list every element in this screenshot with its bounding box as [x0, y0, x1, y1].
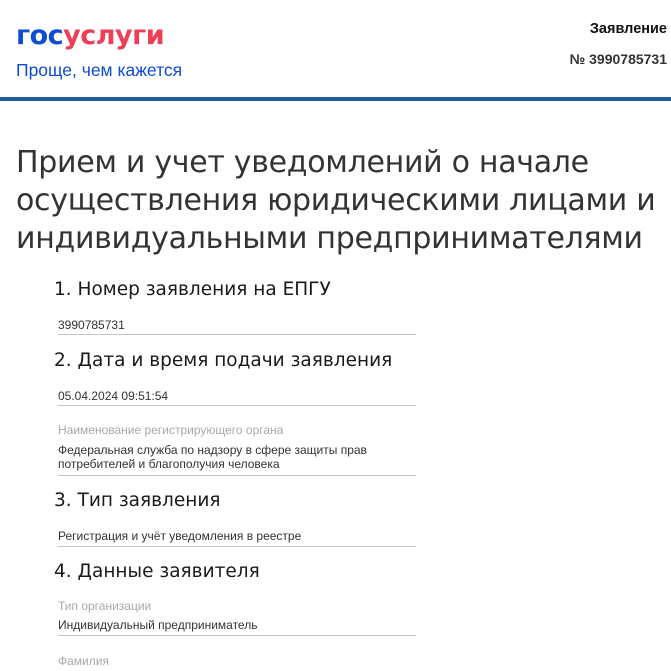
header	[0, 0, 671, 101]
gosuslugi-logo	[16, 19, 164, 53]
section-heading-submission-datetime: 2. Дата и время подачи заявления	[54, 350, 393, 371]
field-registering-authority	[58, 423, 416, 476]
page-title: Прием и учет уведомлений о начале осуществления юридическими лицами и индивидуальными предпринимателями	[16, 145, 656, 256]
field-organization-type	[58, 599, 416, 636]
field-value: Регистрация и учёт уведомления в реестре	[58, 529, 302, 543]
field-value: 05.04.2024 09:51:54	[58, 389, 169, 403]
field-application-number	[58, 318, 416, 335]
field-value: Индивидуальный предприниматель	[58, 618, 258, 632]
field-submission-datetime	[58, 389, 416, 406]
document-number: № 3990785731	[569, 51, 667, 67]
field-value: Федеральная служба по надзору в сфере защиты прав потребителей и благополучия человека	[58, 443, 367, 471]
document-label: Заявление	[589, 21, 667, 37]
field-label-surname: Фамилия	[58, 654, 109, 668]
section-heading-application-type: 3. Тип заявления	[54, 490, 221, 511]
field-application-type	[58, 529, 416, 547]
section-heading-applicant-data: 4. Данные заявителя	[54, 561, 260, 582]
logo-part-gos: гос	[16, 20, 64, 51]
field-label: Тип организации	[58, 599, 152, 613]
tagline: Проще, чем кажется	[16, 60, 183, 80]
section-heading-application-number: 1. Номер заявления на ЕПГУ	[54, 279, 331, 300]
field-value: 3990785731	[58, 318, 125, 332]
logo-part-uslugi: услуги	[63, 20, 165, 51]
field-label: Наименование регистрирующего органа	[58, 423, 284, 437]
